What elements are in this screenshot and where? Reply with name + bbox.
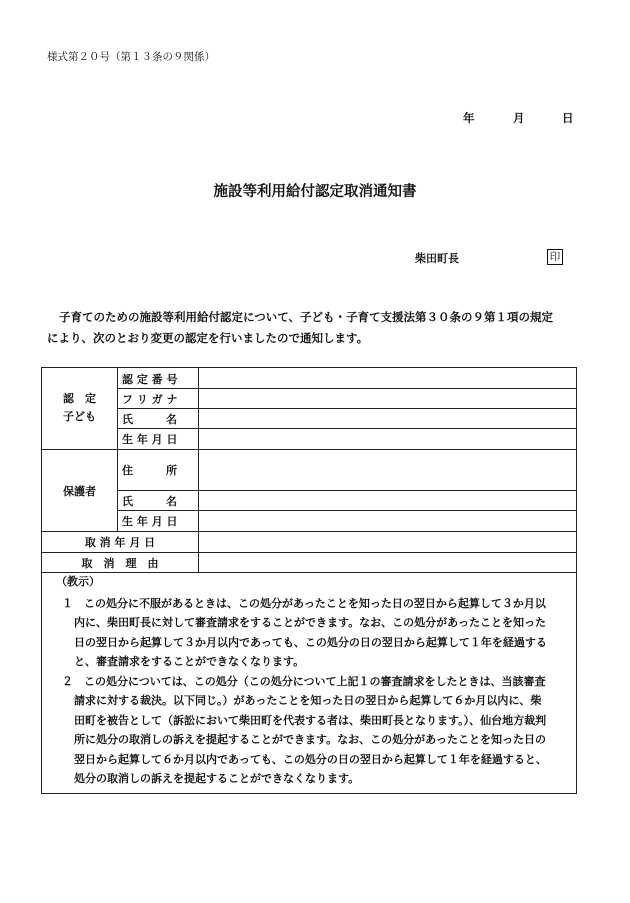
date-day: 日	[562, 111, 574, 125]
field-child-name: 氏 名	[122, 413, 177, 426]
date-year: 年	[463, 111, 475, 125]
date-month: 月	[513, 111, 525, 125]
instruction-line: 内に、柴田町長に対して審査請求をすることができます。なお、この処分があったことを知った	[74, 616, 547, 629]
instruction-line: 日の翌日から起算して３か月以内であっても、この処分の日の翌日から起算して１年を経過する	[74, 636, 547, 649]
document-title: 施設等利用給付認定取消通知書	[213, 184, 417, 200]
instruction-line: 所に処分の取消しの訴えを提起することができます。なお、この処分があったことを知った日の	[74, 733, 547, 746]
intro-text	[47, 307, 587, 349]
seal-mark: 印	[547, 249, 563, 265]
field-child-birthdate: 生 年 月 日	[122, 433, 178, 446]
sender-name: 柴田町長	[415, 252, 459, 265]
field-guardian-name: 氏 名	[122, 495, 177, 508]
instruction-line: と、審査請求をすることができなくなります。	[74, 655, 305, 668]
instruction-line: 翌日から起算して６か月以内であっても、この処分の日の翌日から起算して１年を経過すると、	[74, 753, 547, 766]
instruction-line: ２ この処分については、この処分（この処分について上記１の審査請求をしたときは、当該審査	[62, 675, 546, 688]
field-guardian-address: 住 所	[122, 464, 177, 477]
instruction-line: 請求に対する裁決。以下同じ。）があったことを知った日の翌日から起算して６か月以内に、柴	[74, 694, 542, 707]
guardian-group-label: 保護者	[63, 485, 96, 498]
child-group-line2: 子ども	[63, 410, 96, 423]
info-table	[41, 367, 577, 794]
intro-line: 子育てのための施設等利用給付認定について、子ども・子育て支援法第３０条の９第１項の規定	[59, 310, 554, 324]
instruction-line: １ この処分に不服があるときは、この処分があったことを知った日の翌日から起算して３か月以	[62, 597, 546, 610]
field-cancel-date: 取 消 年 月 日	[84, 536, 156, 549]
form-number: 様式第２０号（第１３条の９関係）	[47, 51, 215, 63]
field-furigana: フ リ ガ ナ	[122, 393, 178, 406]
field-cancel-reason: 取 消 理 由	[81, 557, 159, 570]
intro-line: により、次のとおり変更の認定を行いましたので通知します。	[47, 331, 369, 345]
instruction-line: 田町を被告として（訴訟において柴田町を代表する者は、柴田町長となります。）、仙台地方裁判	[74, 714, 547, 727]
instructions-heading: （教示）	[56, 575, 100, 588]
field-cert-number: 認 定 番 号	[122, 373, 178, 386]
child-group-line1: 認 定	[63, 392, 96, 405]
field-guardian-birthdate: 生 年 月 日	[122, 515, 178, 528]
instruction-line: 処分の取消しの訴えを提起することができなくなります。	[74, 772, 360, 785]
